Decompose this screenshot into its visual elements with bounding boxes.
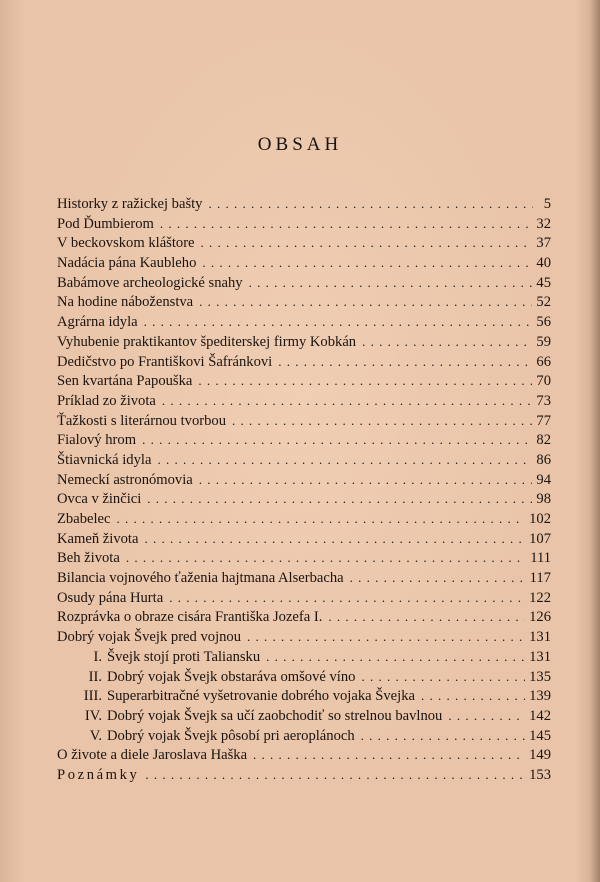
dot-leader — [421, 686, 525, 706]
dot-leader — [144, 529, 525, 549]
entry-title: Vyhubenie praktikantov špediterskej firmy Kobkán — [57, 333, 357, 350]
entry-title: Historky z ražickej bašty — [57, 196, 203, 212]
entry-page-number: 40 — [536, 255, 551, 272]
entry-title: Rozprávka o obraze cisára Františka Jozefa I. — [57, 609, 323, 626]
entry-page-number: 131 — [529, 648, 551, 665]
entry-title: Ovca v žinčici — [57, 491, 142, 508]
entry-page-number: 82 — [536, 432, 551, 449]
entry-title: Na hodine náboženstva — [57, 294, 194, 311]
entry-page-number: 122 — [529, 589, 551, 606]
entry-title: V beckovskom kláštore — [57, 235, 195, 252]
dot-leader — [208, 194, 533, 214]
entry-page-number: 135 — [529, 668, 551, 685]
entry-page-number: 73 — [536, 392, 551, 409]
entry-title: Dobrý vojak Švejk obstaráva omšové víno — [107, 668, 356, 685]
dot-leader — [199, 292, 532, 312]
toc-entry — [57, 352, 551, 372]
entry-page-number: 32 — [536, 215, 551, 232]
toc-entry — [57, 430, 551, 450]
dot-leader — [328, 607, 525, 627]
toc-entry — [57, 391, 551, 411]
toc-entry — [57, 194, 551, 214]
entry-page-number: 139 — [529, 688, 551, 705]
toc-entry — [57, 371, 551, 391]
entry-title: Superarbitračné vyšetrovanie dobrého vojaka Švejka — [107, 688, 415, 705]
subentry-numeral: IV. — [84, 707, 102, 724]
entry-title: Nadácia pána Kaubleho — [57, 255, 197, 272]
entry-page-number: 77 — [536, 412, 551, 429]
entry-page-number: 145 — [529, 727, 551, 744]
toc-entry — [57, 489, 551, 509]
entry-title: Švejk stojí proti Taliansku — [107, 648, 261, 665]
entry-page-number: 107 — [529, 530, 551, 547]
toc-subentry — [57, 706, 551, 726]
toc-entry — [57, 607, 551, 627]
toc-entry — [57, 332, 551, 352]
dot-leader — [145, 765, 525, 785]
entry-page-number: 86 — [536, 451, 551, 468]
toc-entry — [57, 450, 551, 470]
entry-title: Dedičstvo po Františkovi Šafránkovi — [57, 353, 273, 370]
dot-leader — [162, 391, 533, 411]
toc-subentry — [57, 647, 551, 667]
toc-entry — [57, 509, 551, 529]
toc-entry — [57, 214, 551, 234]
toc-entry — [57, 411, 551, 431]
entry-title: Pod Ďumbierom — [57, 215, 154, 232]
entry-title: Osudy pána Hurta — [57, 589, 164, 606]
toc-entry — [57, 312, 551, 332]
dot-leader — [160, 214, 533, 234]
entry-title: Agrárna idyla — [57, 314, 138, 331]
entry-title: Poznámky — [57, 766, 140, 783]
entry-page-number: 142 — [529, 707, 551, 724]
toc-entry — [57, 253, 551, 273]
subentry-numeral: III. — [83, 688, 102, 705]
dot-leader — [361, 726, 525, 746]
toc-entry — [57, 233, 551, 253]
toc-entry — [57, 765, 551, 785]
entry-title: Dobrý vojak Švejk pred vojnou — [57, 629, 242, 646]
entry-page-number: 45 — [536, 274, 551, 291]
dot-leader — [362, 332, 532, 352]
page-title: OBSAH — [257, 134, 343, 155]
entry-page-number: 131 — [529, 629, 551, 646]
toc-subentry — [57, 726, 551, 746]
page-edge-shadow — [590, 0, 600, 882]
entry-title: Fialový hrom — [57, 432, 137, 449]
toc-entry — [57, 292, 551, 312]
dot-leader — [147, 489, 532, 509]
dot-leader — [199, 470, 533, 490]
dot-leader — [142, 430, 532, 450]
entry-title: O živote a diele Jaroslava Haška — [57, 747, 248, 764]
dot-leader — [157, 450, 532, 470]
dot-leader — [249, 273, 533, 293]
dot-leader — [202, 253, 532, 273]
toc-entry — [57, 470, 551, 490]
dot-leader — [201, 233, 533, 253]
dot-leader — [361, 667, 525, 687]
toc-entry — [57, 273, 551, 293]
entry-page-number: 126 — [529, 609, 551, 626]
dot-leader — [247, 627, 525, 647]
toc-entry — [57, 745, 551, 765]
entry-page-number: 117 — [529, 570, 551, 587]
entry-title: Bilancia vojnového ťaženia hajtmana Alserbacha — [57, 570, 344, 587]
toc-subentry — [57, 667, 551, 687]
toc-entry — [57, 548, 551, 568]
entry-title: Dobrý vojak Švejk sa učí zaobchodiť so strelnou bavlnou — [107, 707, 443, 724]
dot-leader — [169, 588, 525, 608]
entry-title: Sen kvartána Papouška — [57, 373, 193, 390]
dot-leader — [126, 548, 526, 568]
entry-title: Beh života — [57, 550, 120, 567]
entry-page-number: 149 — [529, 747, 551, 764]
toc-entry — [57, 588, 551, 608]
dot-leader — [350, 568, 526, 588]
subentry-numeral: I. — [93, 648, 102, 665]
toc-entry — [57, 627, 551, 647]
table-of-contents — [57, 194, 551, 785]
dot-leader — [253, 745, 525, 765]
entry-page-number: 153 — [529, 766, 551, 783]
entry-page-number: 98 — [536, 491, 551, 508]
dot-leader — [144, 312, 533, 332]
toc-subentry — [57, 686, 551, 706]
entry-page-number: 66 — [536, 353, 551, 370]
entry-title: Dobrý vojak Švejk pôsobí pri aeroplánoch — [107, 727, 355, 744]
entry-title: Babámove archeologické snahy — [57, 274, 243, 291]
entry-page-number: 102 — [529, 511, 551, 527]
entry-title: Ťažkosti s literárnou tvorbou — [57, 412, 227, 429]
dot-leader — [278, 352, 532, 372]
entry-page-number: 70 — [536, 373, 551, 390]
subentry-numeral: V. — [89, 727, 102, 744]
toc-entry — [57, 568, 551, 588]
entry-page-number: 5 — [543, 196, 551, 212]
entry-page-number: 37 — [536, 235, 551, 252]
entry-title: Zbabelec — [57, 511, 111, 527]
entry-title: Príklad zo života — [57, 392, 156, 409]
dot-leader — [448, 706, 525, 726]
entry-page-number: 52 — [536, 294, 551, 311]
entry-title: Štiavnická idyla — [57, 451, 152, 468]
dot-leader — [266, 647, 525, 667]
subentry-numeral: II. — [88, 668, 102, 685]
entry-page-number: 94 — [536, 471, 551, 488]
entry-title: Nemeckí astronómovia — [57, 471, 193, 488]
entry-page-number: 59 — [536, 333, 551, 350]
dot-leader — [198, 371, 532, 391]
entry-page-number: 111 — [530, 550, 551, 567]
dot-leader — [116, 509, 525, 529]
entry-page-number: 56 — [536, 314, 551, 331]
entry-title: Kameň života — [57, 530, 139, 547]
toc-entry — [57, 529, 551, 549]
dot-leader — [232, 411, 532, 431]
